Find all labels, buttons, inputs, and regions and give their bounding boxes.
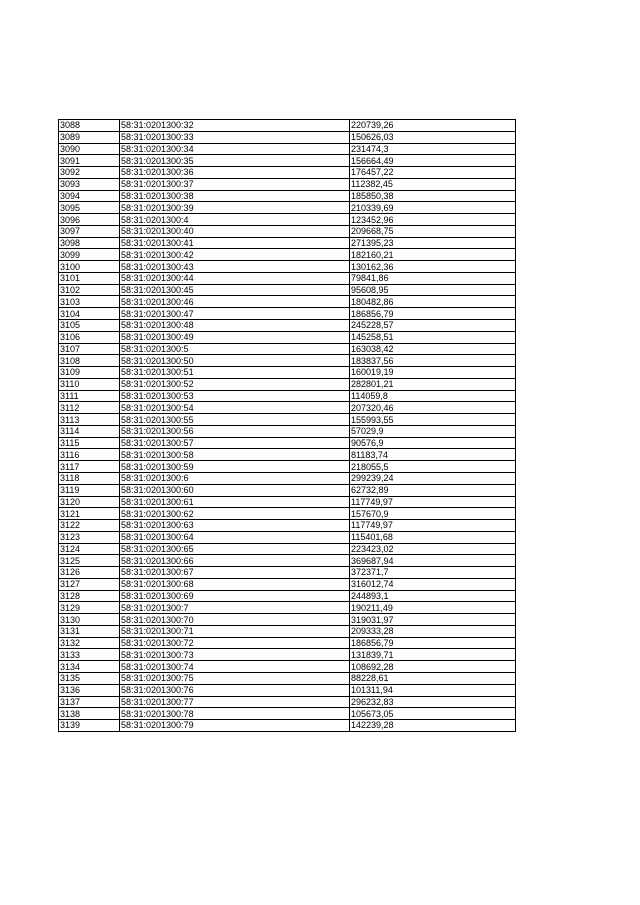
table-row — [59, 720, 516, 732]
table-row — [59, 178, 516, 190]
row-number-cell: 3091 — [59, 155, 120, 167]
value-cell: 117749,97 — [350, 496, 516, 508]
value-cell: 180482,86 — [350, 296, 516, 308]
cadastral-number-cell: 58:31:0201300:51 — [120, 367, 350, 379]
value-cell: 186856,79 — [350, 308, 516, 320]
cadastral-number-cell: 58:31:0201300:61 — [120, 496, 350, 508]
table-row — [59, 261, 516, 273]
row-number-cell: 3089 — [59, 131, 120, 143]
row-number-cell: 3117 — [59, 461, 120, 473]
cadastral-number-cell: 58:31:0201300:58 — [120, 449, 350, 461]
row-number-cell: 3112 — [59, 402, 120, 414]
table-row — [59, 520, 516, 532]
row-number-cell: 3106 — [59, 331, 120, 343]
cadastral-number-cell: 58:31:0201300:68 — [120, 578, 350, 590]
table-row — [59, 390, 516, 402]
row-number-cell: 3107 — [59, 343, 120, 355]
value-cell: 112382,45 — [350, 178, 516, 190]
value-cell: 182160,21 — [350, 249, 516, 261]
cadastral-number-cell: 58:31:0201300:35 — [120, 155, 350, 167]
value-cell: 81183,74 — [350, 449, 516, 461]
table-row — [59, 684, 516, 696]
table-row — [59, 131, 516, 143]
table-row — [59, 437, 516, 449]
cadastral-number-cell: 58:31:0201300:48 — [120, 320, 350, 332]
table-row — [59, 708, 516, 720]
row-number-cell: 3111 — [59, 390, 120, 402]
table-row — [59, 531, 516, 543]
value-cell: 142239,28 — [350, 720, 516, 732]
table-row — [59, 578, 516, 590]
table-row — [59, 225, 516, 237]
row-number-cell: 3095 — [59, 202, 120, 214]
value-cell: 108692,28 — [350, 661, 516, 673]
value-cell: 117749,97 — [350, 520, 516, 532]
row-number-cell: 3118 — [59, 472, 120, 484]
cadastral-number-cell: 58:31:0201300:39 — [120, 202, 350, 214]
cadastral-number-cell: 58:31:0201300:69 — [120, 590, 350, 602]
cadastral-number-cell: 58:31:0201300:41 — [120, 237, 350, 249]
cadastral-number-cell: 58:31:0201300:43 — [120, 261, 350, 273]
value-cell: 271395,23 — [350, 237, 516, 249]
value-cell: 57029,9 — [350, 425, 516, 437]
value-cell: 220739,26 — [350, 120, 516, 132]
row-number-cell: 3132 — [59, 637, 120, 649]
row-number-cell: 3110 — [59, 378, 120, 390]
table-row — [59, 461, 516, 473]
table-row — [59, 249, 516, 261]
cadastral-number-cell: 58:31:0201300:32 — [120, 120, 350, 132]
table-row — [59, 320, 516, 332]
row-number-cell: 3101 — [59, 272, 120, 284]
value-cell: 156664,49 — [350, 155, 516, 167]
table-row — [59, 202, 516, 214]
value-cell: 176457,22 — [350, 167, 516, 179]
cadastral-number-cell: 58:31:0201300:40 — [120, 225, 350, 237]
value-cell: 88228,61 — [350, 672, 516, 684]
row-number-cell: 3097 — [59, 225, 120, 237]
value-cell: 372371,7 — [350, 567, 516, 579]
row-number-cell: 3136 — [59, 684, 120, 696]
row-number-cell: 3096 — [59, 214, 120, 226]
row-number-cell: 3127 — [59, 578, 120, 590]
row-number-cell: 3139 — [59, 720, 120, 732]
value-cell: 210339,69 — [350, 202, 516, 214]
table-row — [59, 637, 516, 649]
cadastral-number-cell: 58:31:0201300:54 — [120, 402, 350, 414]
cadastral-number-cell: 58:31:0201300:57 — [120, 437, 350, 449]
table-row — [59, 308, 516, 320]
value-cell: 209668,75 — [350, 225, 516, 237]
cadastral-number-cell: 58:31:0201300:67 — [120, 567, 350, 579]
table-row — [59, 614, 516, 626]
table-row — [59, 143, 516, 155]
value-cell: 299239,24 — [350, 472, 516, 484]
value-cell: 207320,46 — [350, 402, 516, 414]
table-row — [59, 696, 516, 708]
cadastral-number-cell: 58:31:0201300:56 — [120, 425, 350, 437]
row-number-cell: 3109 — [59, 367, 120, 379]
value-cell: 185850,38 — [350, 190, 516, 202]
row-number-cell: 3088 — [59, 120, 120, 132]
table-row — [59, 590, 516, 602]
cadastral-number-cell: 58:31:0201300:59 — [120, 461, 350, 473]
table-row — [59, 402, 516, 414]
value-cell: 245228,57 — [350, 320, 516, 332]
value-cell: 209333,28 — [350, 625, 516, 637]
row-number-cell: 3133 — [59, 649, 120, 661]
value-cell: 131839,71 — [350, 649, 516, 661]
row-number-cell: 3121 — [59, 508, 120, 520]
row-number-cell: 3113 — [59, 414, 120, 426]
row-number-cell: 3099 — [59, 249, 120, 261]
value-cell: 123452,96 — [350, 214, 516, 226]
table-row — [59, 484, 516, 496]
table-row — [59, 120, 516, 132]
table-row — [59, 343, 516, 355]
cadastral-number-cell: 58:31:0201300:78 — [120, 708, 350, 720]
row-number-cell: 3120 — [59, 496, 120, 508]
table-row — [59, 449, 516, 461]
cadastral-number-cell: 58:31:0201300:45 — [120, 284, 350, 296]
row-number-cell: 3104 — [59, 308, 120, 320]
row-number-cell: 3102 — [59, 284, 120, 296]
value-cell: 160019,19 — [350, 367, 516, 379]
row-number-cell: 3137 — [59, 696, 120, 708]
value-cell: 186856,79 — [350, 637, 516, 649]
value-cell: 157670,9 — [350, 508, 516, 520]
row-number-cell: 3114 — [59, 425, 120, 437]
value-cell: 114059,8 — [350, 390, 516, 402]
table-row — [59, 272, 516, 284]
value-cell: 231474,3 — [350, 143, 516, 155]
value-cell: 150626,03 — [350, 131, 516, 143]
value-cell: 90576,9 — [350, 437, 516, 449]
cadastral-number-cell: 58:31:0201300:52 — [120, 378, 350, 390]
cadastral-number-cell: 58:31:0201300:60 — [120, 484, 350, 496]
value-cell: 223423,02 — [350, 543, 516, 555]
row-number-cell: 3108 — [59, 355, 120, 367]
value-cell: 101311,94 — [350, 684, 516, 696]
row-number-cell: 3134 — [59, 661, 120, 673]
row-number-cell: 3093 — [59, 178, 120, 190]
value-cell: 183837,56 — [350, 355, 516, 367]
cadastral-number-cell: 58:31:0201300:37 — [120, 178, 350, 190]
row-number-cell: 3138 — [59, 708, 120, 720]
cadastral-number-cell: 58:31:0201300:7 — [120, 602, 350, 614]
cadastral-number-cell: 58:31:0201300:79 — [120, 720, 350, 732]
data-table — [58, 119, 516, 732]
cadastral-number-cell: 58:31:0201300:62 — [120, 508, 350, 520]
cadastral-number-cell: 58:31:0201300:70 — [120, 614, 350, 626]
cadastral-number-cell: 58:31:0201300:50 — [120, 355, 350, 367]
cadastral-number-cell: 58:31:0201300:71 — [120, 625, 350, 637]
table-row — [59, 414, 516, 426]
value-cell: 190211,49 — [350, 602, 516, 614]
table-row — [59, 214, 516, 226]
value-cell: 319031,97 — [350, 614, 516, 626]
table-row — [59, 367, 516, 379]
row-number-cell: 3128 — [59, 590, 120, 602]
cadastral-number-cell: 58:31:0201300:6 — [120, 472, 350, 484]
value-cell: 145258,51 — [350, 331, 516, 343]
value-cell: 105673,05 — [350, 708, 516, 720]
value-cell: 62732,89 — [350, 484, 516, 496]
table-row — [59, 284, 516, 296]
value-cell: 79841,86 — [350, 272, 516, 284]
row-number-cell: 3123 — [59, 531, 120, 543]
value-cell: 316012,74 — [350, 578, 516, 590]
row-number-cell: 3122 — [59, 520, 120, 532]
row-number-cell: 3135 — [59, 672, 120, 684]
row-number-cell: 3098 — [59, 237, 120, 249]
table-row — [59, 331, 516, 343]
cadastral-number-cell: 58:31:0201300:77 — [120, 696, 350, 708]
cadastral-number-cell: 58:31:0201300:5 — [120, 343, 350, 355]
cadastral-number-cell: 58:31:0201300:38 — [120, 190, 350, 202]
value-cell: 130162,36 — [350, 261, 516, 273]
cadastral-number-cell: 58:31:0201300:4 — [120, 214, 350, 226]
table-body — [59, 120, 516, 732]
row-number-cell: 3129 — [59, 602, 120, 614]
row-number-cell: 3103 — [59, 296, 120, 308]
table-row — [59, 472, 516, 484]
table-row — [59, 649, 516, 661]
row-number-cell: 3100 — [59, 261, 120, 273]
table-row — [59, 602, 516, 614]
table-row — [59, 155, 516, 167]
cadastral-number-cell: 58:31:0201300:64 — [120, 531, 350, 543]
row-number-cell: 3131 — [59, 625, 120, 637]
value-cell: 296232,83 — [350, 696, 516, 708]
row-number-cell: 3092 — [59, 167, 120, 179]
cadastral-number-cell: 58:31:0201300:33 — [120, 131, 350, 143]
cadastral-number-cell: 58:31:0201300:75 — [120, 672, 350, 684]
value-cell: 218055,5 — [350, 461, 516, 473]
row-number-cell: 3116 — [59, 449, 120, 461]
cadastral-number-cell: 58:31:0201300:53 — [120, 390, 350, 402]
table-row — [59, 555, 516, 567]
table-row — [59, 425, 516, 437]
cadastral-number-cell: 58:31:0201300:42 — [120, 249, 350, 261]
value-cell: 95608,95 — [350, 284, 516, 296]
cadastral-number-cell: 58:31:0201300:66 — [120, 555, 350, 567]
cadastral-number-cell: 58:31:0201300:47 — [120, 308, 350, 320]
table-row — [59, 296, 516, 308]
row-number-cell: 3124 — [59, 543, 120, 555]
row-number-cell: 3125 — [59, 555, 120, 567]
table-row — [59, 672, 516, 684]
table-row — [59, 237, 516, 249]
value-cell: 282801,21 — [350, 378, 516, 390]
row-number-cell: 3119 — [59, 484, 120, 496]
cadastral-number-cell: 58:31:0201300:46 — [120, 296, 350, 308]
row-number-cell: 3094 — [59, 190, 120, 202]
cadastral-number-cell: 58:31:0201300:73 — [120, 649, 350, 661]
table-row — [59, 661, 516, 673]
row-number-cell: 3126 — [59, 567, 120, 579]
table-row — [59, 355, 516, 367]
table-row — [59, 496, 516, 508]
table-row — [59, 167, 516, 179]
table-row — [59, 508, 516, 520]
cadastral-number-cell: 58:31:0201300:65 — [120, 543, 350, 555]
cadastral-number-cell: 58:31:0201300:74 — [120, 661, 350, 673]
value-cell: 163038,42 — [350, 343, 516, 355]
cadastral-number-cell: 58:31:0201300:76 — [120, 684, 350, 696]
cadastral-number-cell: 58:31:0201300:72 — [120, 637, 350, 649]
row-number-cell: 3115 — [59, 437, 120, 449]
table-row — [59, 190, 516, 202]
cadastral-number-cell: 58:31:0201300:55 — [120, 414, 350, 426]
table-row — [59, 378, 516, 390]
table-row — [59, 625, 516, 637]
cadastral-number-cell: 58:31:0201300:63 — [120, 520, 350, 532]
value-cell: 155993,55 — [350, 414, 516, 426]
row-number-cell: 3090 — [59, 143, 120, 155]
value-cell: 244893,1 — [350, 590, 516, 602]
cadastral-number-cell: 58:31:0201300:36 — [120, 167, 350, 179]
row-number-cell: 3130 — [59, 614, 120, 626]
cadastral-number-cell: 58:31:0201300:34 — [120, 143, 350, 155]
value-cell: 115401,68 — [350, 531, 516, 543]
cadastral-number-cell: 58:31:0201300:49 — [120, 331, 350, 343]
table-row — [59, 543, 516, 555]
cadastral-number-cell: 58:31:0201300:44 — [120, 272, 350, 284]
row-number-cell: 3105 — [59, 320, 120, 332]
value-cell: 369687,94 — [350, 555, 516, 567]
table-row — [59, 567, 516, 579]
